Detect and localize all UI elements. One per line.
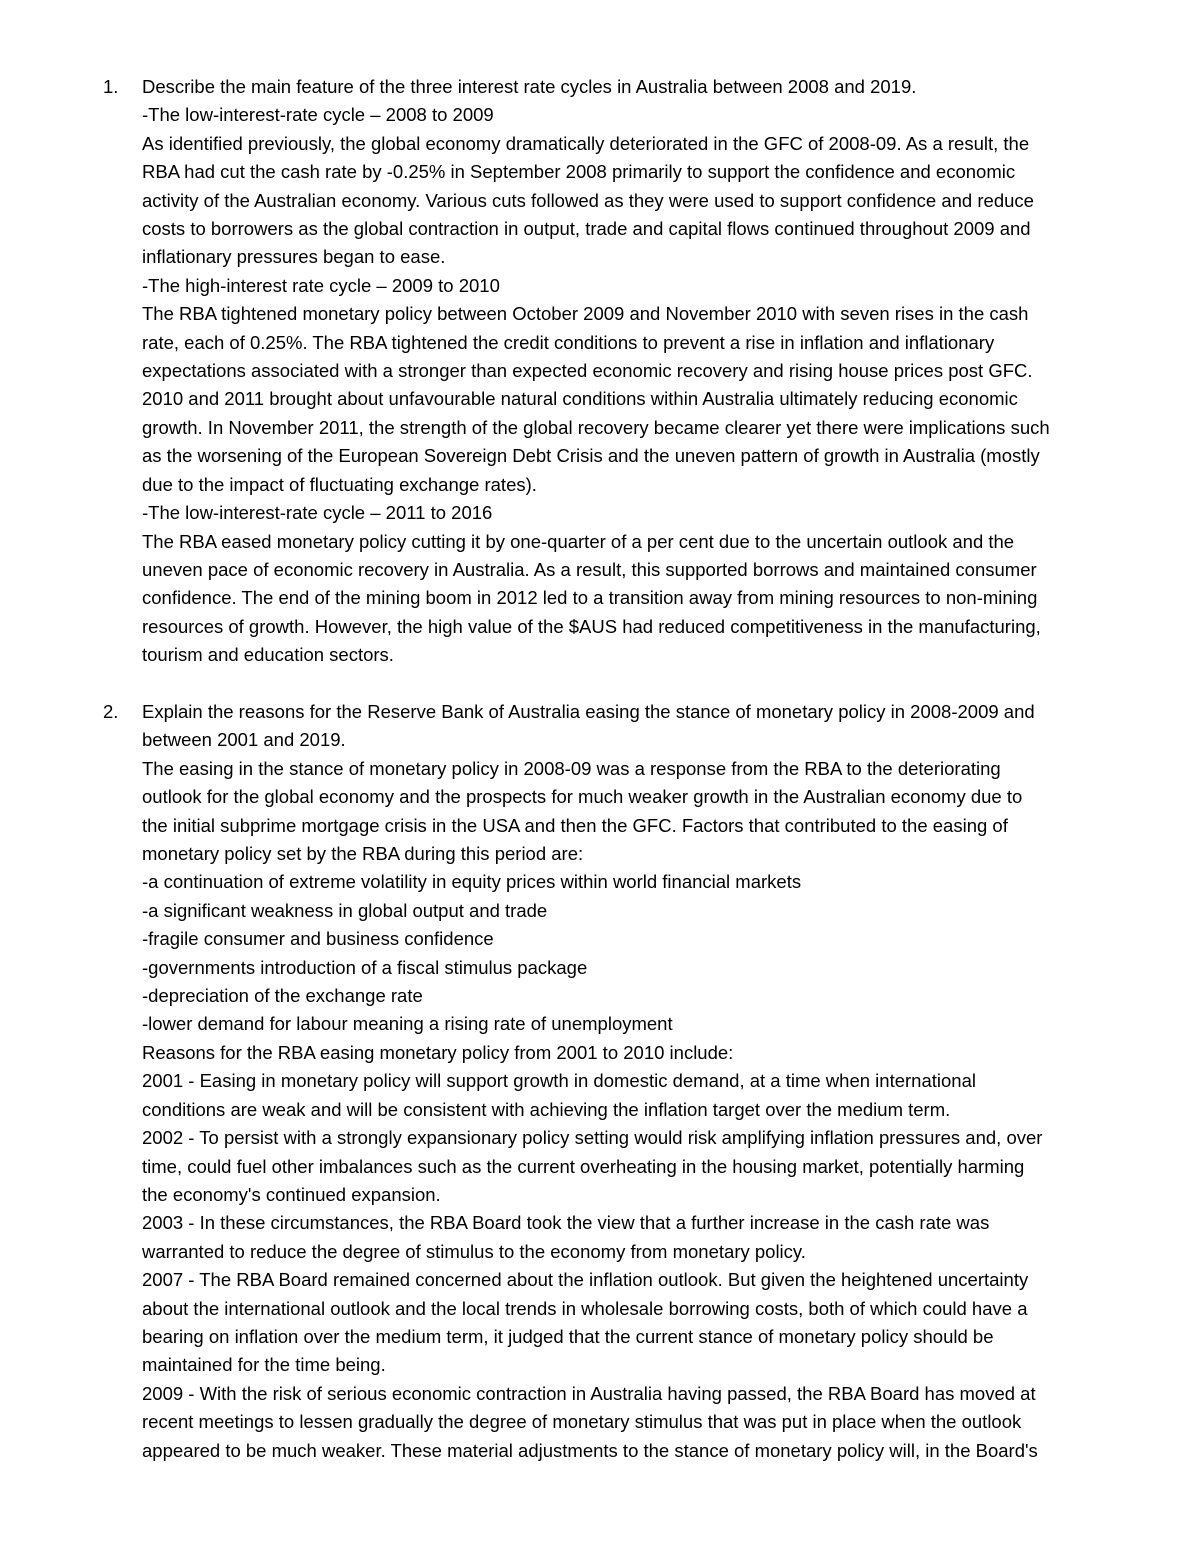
text-line: as the worsening of the European Sovereign Debt Crisis and the uneven pattern of growth in Australia (mostly (142, 445, 1040, 467)
text-line: about the international outlook and the local trends in wholesale borrowing costs, both of which could have a (142, 1297, 1028, 1319)
text-line: The easing in the stance of monetary policy in 2008-09 was a response from the RBA to the deteriorating (142, 757, 1001, 779)
text-line: -The low-interest-rate cycle – 2011 to 2016 (142, 502, 493, 524)
question-number: 2. (103, 701, 119, 722)
question-number: 1. (103, 76, 119, 97)
text-line: 2007 - The RBA Board remained concerned about the inflation outlook. But given the heightened uncertainty (142, 1269, 1029, 1291)
question-2 (103, 698, 1133, 1465)
text-line: conditions are weak and will be consistent with achieving the inflation target over the medium term. (142, 1098, 951, 1120)
text-line: The RBA tightened monetary policy between October 2009 and November 2010 with seven rises in the cash (142, 303, 1029, 325)
text-line: 2010 and 2011 brought about unfavourable natural conditions within Australia ultimately reducing economic (142, 388, 1018, 410)
text-line: Explain the reasons for the Reserve Bank of Australia easing the stance of monetary policy in 2008-2009 and (142, 701, 1035, 722)
text-line: outlook for the global economy and the prospects for much weaker growth in the Australian economy due to (142, 786, 1023, 808)
text-line: time, could fuel other imbalances such as the current overheating in the housing market, potentially harming (142, 1155, 1025, 1177)
question-1 (103, 73, 1133, 670)
text-line: bearing on inflation over the medium term, it judged that the current stance of monetary policy should be (142, 1325, 994, 1347)
text-line: -governments introduction of a fiscal stimulus package (142, 956, 588, 978)
text-line: the initial subprime mortgage crisis in the USA and then the GFC. Factors that contributed to the easing of (142, 814, 1008, 836)
text-line: the economy's continued expansion. (142, 1183, 441, 1205)
text-line: appeared to be much weaker. These material adjustments to the stance of monetary policy will, in the Board's (142, 1439, 1038, 1461)
text-line: due to the impact of fluctuating exchange rates). (142, 473, 537, 495)
text-line: tourism and education sectors. (142, 644, 394, 666)
text-line: resources of growth. However, the high value of the $AUS had reduced competitiveness in the manufacturing, (142, 615, 1041, 637)
text-line: uneven pace of economic recovery in Australia. As a result, this supported borrows and maintained consumer (142, 558, 1037, 580)
text-line: The RBA eased monetary policy cutting it by one-quarter of a per cent due to the uncertain outlook and the (142, 530, 1015, 552)
text-line: costs to borrowers as the global contraction in output, trade and capital flows continued throughout 2009 and (142, 218, 1031, 240)
text-line: maintained for the time being. (142, 1354, 386, 1376)
question-2-body (142, 698, 1133, 1465)
text-line: recent meetings to lessen gradually the degree of monetary stimulus that was put in place when the outlook (142, 1411, 1022, 1433)
text-line: monetary policy set by the RBA during this period are: (142, 843, 584, 865)
text-line: growth. In November 2011, the strength of the global recovery became clearer yet there were implications such (142, 416, 1050, 438)
text-line: 2003 - In these circumstances, the RBA Board took the view that a further increase in the cash rate was (142, 1212, 990, 1234)
question-1-body (142, 73, 1133, 670)
text-line: As identified previously, the global economy dramatically deteriorated in the GFC of 2008-09. As a result, the (142, 132, 1030, 154)
text-line: between 2001 and 2019. (142, 729, 346, 751)
text-line: -depreciation of the exchange rate (142, 985, 423, 1007)
text-line: -The low-interest-rate cycle – 2008 to 2009 (142, 104, 494, 126)
text-line: Describe the main feature of the three interest rate cycles in Australia between 2008 and 2019. (142, 76, 917, 97)
text-line: confidence. The end of the mining boom in 2012 led to a transition away from mining resources to non-mining (142, 587, 1038, 609)
text-line: -a significant weakness in global output and trade (142, 899, 548, 921)
text-line: expectations associated with a stronger than expected economic recovery and rising house prices post GFC. (142, 360, 1033, 382)
text-line: -fragile consumer and business confidence (142, 928, 494, 950)
text-line: -lower demand for labour meaning a rising rate of unemployment (142, 1013, 673, 1035)
text-line: Reasons for the RBA easing monetary policy from 2001 to 2010 include: (142, 1041, 734, 1063)
text-line: activity of the Australian economy. Various cuts followed as they were used to support confidence and reduce (142, 189, 1034, 211)
text-line: rate, each of 0.25%. The RBA tightened the credit conditions to prevent a rise in inflation and inflationary (142, 331, 995, 353)
text-line: RBA had cut the cash rate by -0.25% in September 2008 primarily to support the confidence and economic (142, 161, 1016, 183)
text-line: 2002 - To persist with a strongly expansionary policy setting would risk amplifying inflation pressures and, over (142, 1127, 1043, 1149)
text-line: 2009 - With the risk of serious economic contraction in Australia having passed, the RBA Board has moved at (142, 1382, 1036, 1404)
text-line: warranted to reduce the degree of stimulus to the economy from monetary policy. (142, 1240, 806, 1262)
text-line: 2001 - Easing in monetary policy will support growth in domestic demand, at a time when international (142, 1070, 976, 1092)
text-line: -a continuation of extreme volatility in equity prices within world financial markets (142, 871, 802, 893)
text-line: inflationary pressures began to ease. (142, 246, 446, 268)
text-line: -The high-interest rate cycle – 2009 to 2010 (142, 274, 500, 296)
